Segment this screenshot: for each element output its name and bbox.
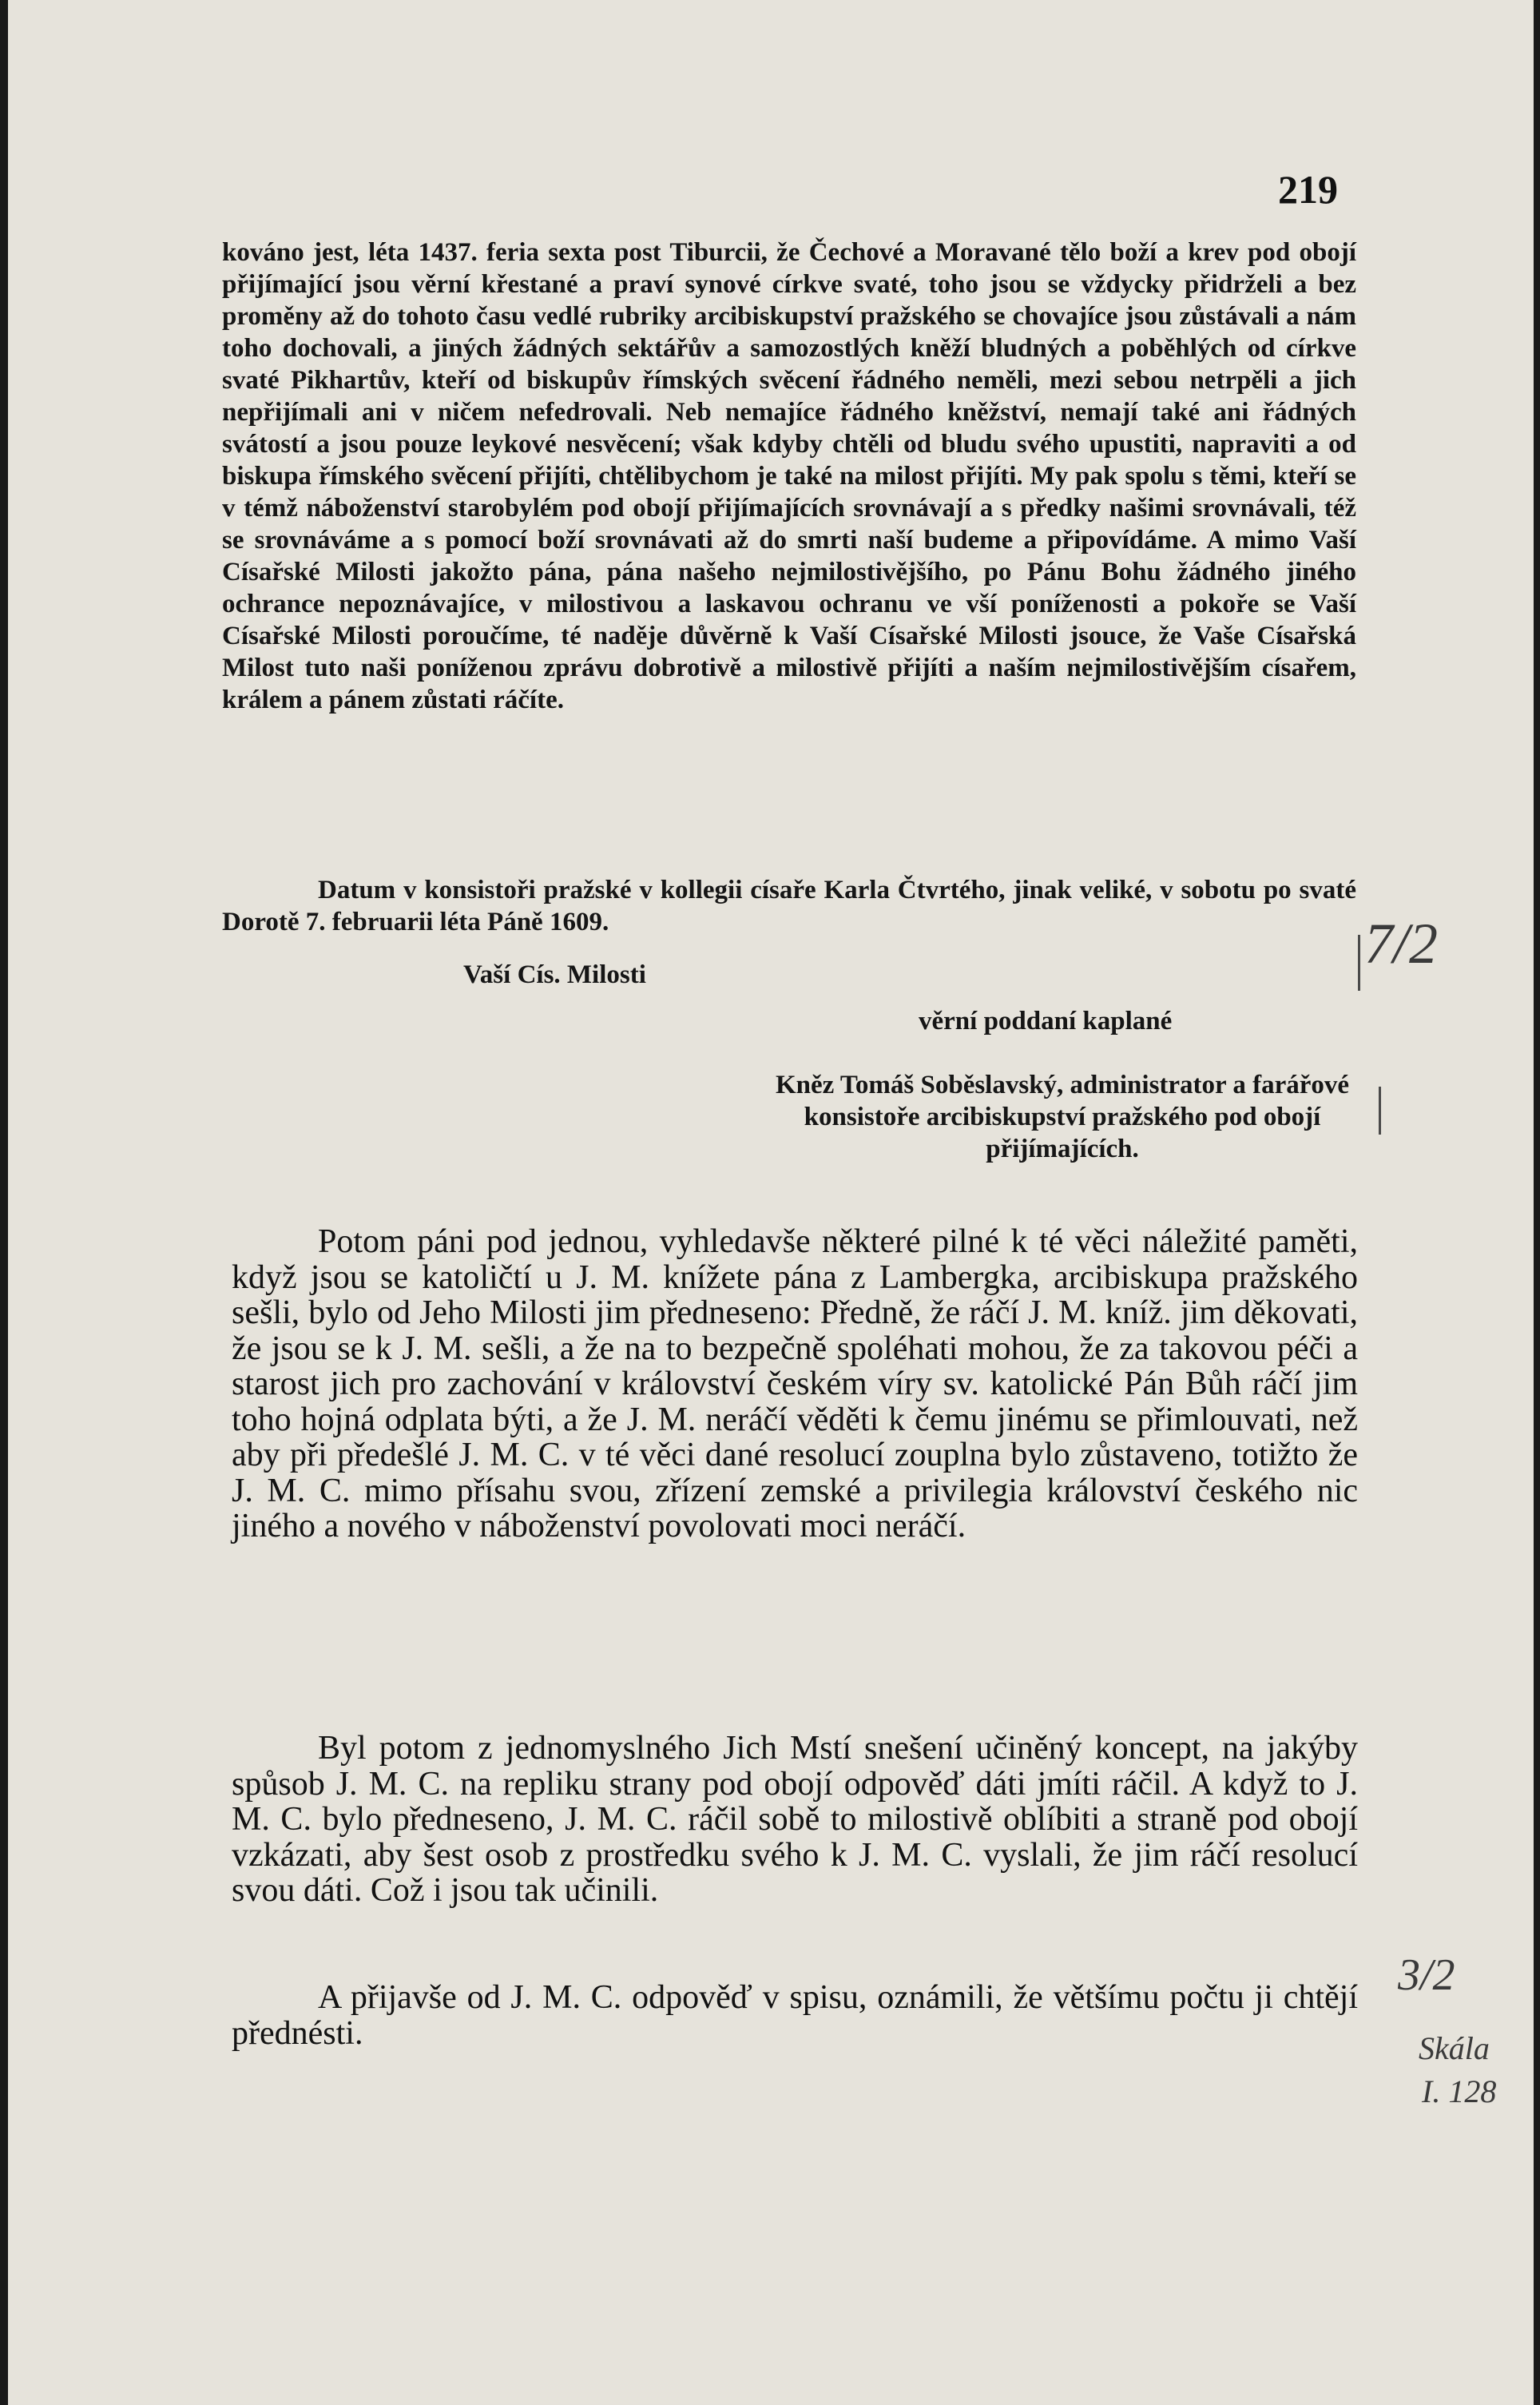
body-paragraph-3: A přijavše od J. M. C. odpověď v spisu, oznámili, že většímu počtu ji chtějí přednésti. [232,1979,1358,2052]
margin-note-fraction: 3/2 [1398,1950,1455,2000]
margin-pencil-mark [1358,935,1360,991]
letter-signature: Kněz Tomáš Soběslavský, administrator a farářové konsistoře arcibiskupství pražského pod obojí přijímajících. [775,1071,1350,1163]
page-number: 219 [1278,167,1338,212]
margin-note-page-ref: 7/2 [1364,912,1439,976]
letter-body: kováno jest, léta 1437. feria sexta post Tiburcii, že Čechové a Moravané tělo boží a krev pod obojí přijímající jsou věrní křestané a praví synové církve svaté, toho jsou se vždycky přidrželi a bez proměny až do tohoto času vedlé rubriky arcibiskupství pražského se chovajíce jsou zůstávali a nám toho dochovali, a jiných žádných sektářův a samozostlých kněží bludných a poběhlých od církve svaté Pikhartův, kteří od biskupův římských svěcení řádného neměli, mezi sebou netrpěli a jich nepřijímali ani v ničem nefedrovali. Neb nemajíce řádného kněžství, nemají také ani řádných svátostí a jsou pouze leykové nesvěcení; však kdyby chtěli od bludu svého upustiti, napraviti a od biskupa římského svěcení přijíti, chtělibychom je také na milost přijíti. My pak spolu s těmi, kteří se v témž náboženství starobylém pod obojí přijímajících srovnávají a s předky našimi srovnávali, též se srovnáváme a s pomocí boží srovnávati až do smrti naší budeme a připovídáme. A mimo Vaší Císařské Milosti jakožto pána, pána našeho nejmilostivějšího, po Pánu Bohu žádného jiného ochrance nepoznávajíce, v milostivou a laskavou ochranu ve vší poníženosti a pokoře se Vaší Císařské Milosti poroučíme, té naděje důvěrně k Vaší Císařské Milosti jsouce, že Vaše Císařská Milost tuto naši poníženou zprávu dobrotivě a milostivě přijíti a naším nejmilostivějším císařem, králem a pánem zůstati ráčíte. [222,238,1356,714]
margin-pencil-mark [1379,1087,1381,1135]
book-page [8,0,1534,2405]
margin-note-volume: I. 128 [1422,2073,1497,2109]
letter-subjects: věrní poddaní kaplané [919,1007,1173,1036]
letter-salutation: Vaší Cís. Milosti [463,960,646,989]
letter-dating: Datum v konsistoři pražské v kollegii císaře Karla Čtvrtého, jinak veliké, v sobotu po svaté Dorotě 7. februarii léta Páně 1609. [222,876,1356,936]
body-paragraph-2: Byl potom z jednomyslného Jich Mstí snešení učiněný koncept, na jakýby spůsob J. M. C. na repliku strany pod obojí odpověď dáti jmíti ráčil. A když to J. M. C. bylo předneseno, J. M. C. ráčil sobě to milostivě oblíbiti a straně pod obojí vzkázati, aby šest osob z prostředku svého k J. M. C. vyslali, že jim ráčí resolucí svou dáti. Což i jsou tak učinili. [232,1730,1358,1909]
margin-note-source: Skála [1419,2030,1490,2066]
body-paragraph-1: Potom páni pod jednou, vyhledavše některé pilné k té věci náležité paměti, když jsou se katoličtí u J. M. knížete pána z Lambergka, arcibiskupa pražského sešli, bylo od Jeho Milosti jim předneseno: Předně, že ráčí J. M. kníž. jim děkovati, že jsou se k J. M. sešli, a že na to bezpečně spoléhati mohou, že za takovou péči a starost jich pro zachování v království českém víry sv. katolické Pán Bůh ráčí jim toho hojná odplata býti, a že J. M. neráčí věděti k čemu jinému se přimlouvati, než aby při předešlé J. M. C. v té věci dané resolucí zouplna bylo zůstaveno, totižto že J. M. C. mimo přísahu svou, zřízení zemské a privilegia království českého nic jiného a nového v náboženství povolovati moci neráčí. [232,1223,1358,1544]
